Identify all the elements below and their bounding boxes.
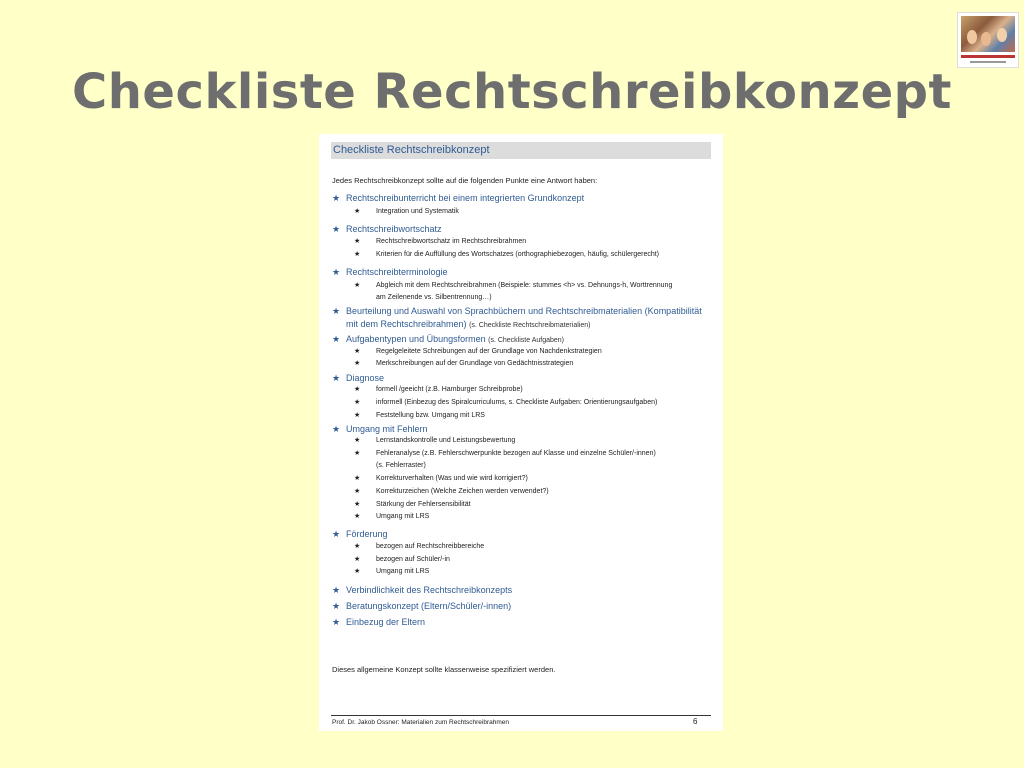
checklist-subitem-continuation bbox=[354, 292, 492, 304]
document-page bbox=[319, 134, 723, 731]
checklist-subitem-label: Umgang mit LRS bbox=[376, 568, 430, 575]
checklist-subitem bbox=[354, 511, 429, 523]
checklist-item-label: Aufgabentypen und Übungsformen bbox=[346, 334, 486, 344]
checklist-subitem bbox=[354, 473, 528, 485]
document-footer: Prof. Dr. Jakob Ossner: Materialien zum Rechtschreibrahmen bbox=[332, 719, 510, 726]
checklist-item bbox=[332, 305, 702, 318]
checklist-subitem bbox=[354, 499, 471, 511]
checklist-item-label: Verbindlichkeit des Rechtschreibkonzepts bbox=[346, 585, 513, 595]
star-icon: ★ bbox=[354, 488, 361, 495]
checklist-item bbox=[332, 192, 584, 205]
logo bbox=[957, 12, 1019, 68]
star-icon: ★ bbox=[332, 267, 341, 277]
checklist-subitem-label: (s. Fehlerraster) bbox=[376, 462, 426, 469]
checklist-subitem-label: Regelgeleitete Schreibungen auf der Grundlage von Nachdenkstrategien bbox=[376, 348, 602, 355]
star-icon: ★ bbox=[354, 348, 361, 355]
checklist-subitem bbox=[354, 206, 459, 218]
checklist-item bbox=[332, 528, 388, 541]
star-icon: ★ bbox=[354, 450, 361, 457]
checklist-subitem bbox=[354, 346, 602, 358]
footer-divider bbox=[331, 715, 711, 716]
checklist-subitem bbox=[354, 435, 515, 447]
checklist-item bbox=[332, 333, 564, 347]
checklist-item bbox=[332, 616, 425, 629]
checklist-item bbox=[332, 223, 442, 236]
checklist-item-continuation bbox=[332, 318, 590, 332]
checklist-subitem-label: bezogen auf Schüler/-in bbox=[376, 556, 450, 563]
checklist-item bbox=[332, 584, 512, 597]
checklist-subitem-label: Feststellung bzw. Umgang mit LRS bbox=[376, 412, 485, 419]
checklist-item-label: Beurteilung und Auswahl von Sprachbüchern und Rechtschreibmaterialien (Kompatibilität bbox=[346, 306, 702, 316]
star-icon: ★ bbox=[332, 585, 341, 595]
star-icon: ★ bbox=[354, 251, 361, 258]
slide-title: Checkliste Rechtschreibkonzept bbox=[72, 64, 952, 120]
checklist-item-label: Rechtschreibunterricht bei einem integrierten Grundkonzept bbox=[346, 193, 585, 203]
checklist-item-label: Rechtschreibterminologie bbox=[346, 267, 448, 277]
star-icon: ★ bbox=[354, 556, 361, 563]
checklist-subitem-label: Kriterien für die Auffüllung des Wortschatzes (orthographiebezogen, häufig, schülergerecht) bbox=[376, 251, 660, 258]
checklist-subitem bbox=[354, 384, 523, 396]
checklist-subitem bbox=[354, 554, 450, 566]
checklist-item-label: Beratungskonzept (Eltern/Schüler/-innen) bbox=[346, 601, 512, 611]
checklist-subitem bbox=[354, 486, 549, 498]
star-icon: ★ bbox=[354, 568, 361, 575]
checklist-subitem bbox=[354, 236, 526, 248]
logo-text-bar bbox=[961, 55, 1015, 58]
star-icon: ★ bbox=[332, 529, 341, 539]
checklist-subitem-label: Stärkung der Fehlersensibilität bbox=[376, 501, 471, 508]
checklist-subitem-label: Lernstandskontrolle und Leistungsbewertung bbox=[376, 437, 516, 444]
checklist-subitem bbox=[354, 448, 656, 460]
star-icon: ★ bbox=[332, 373, 341, 383]
star-icon: ★ bbox=[332, 224, 341, 234]
document-intro: Jedes Rechtschreibkonzept sollte auf die folgenden Punkte eine Antwort haben: bbox=[332, 176, 598, 185]
checklist-subitem-label: Merkschreibungen auf der Grundlage von Gedächtnisstrategien bbox=[376, 360, 574, 367]
star-icon: ★ bbox=[354, 437, 361, 444]
checklist-subitem bbox=[354, 249, 659, 261]
star-icon: ★ bbox=[354, 238, 361, 245]
checklist-item-label: Diagnose bbox=[346, 373, 385, 383]
checklist-subitem-label: Fehleranalyse (z.B. Fehlerschwerpunkte bezogen auf Klasse und einzelne Schüler/-innen) bbox=[376, 450, 656, 457]
checklist-item-note: (s. Checkliste Aufgaben) bbox=[488, 337, 564, 344]
checklist-subitem bbox=[354, 566, 429, 578]
checklist-subitem-label: Abgleich mit dem Rechtschreibrahmen (Beispiele: stummes <h> vs. Dehnungs-h, Worttrennung bbox=[376, 282, 673, 289]
star-icon: ★ bbox=[354, 501, 361, 508]
star-icon: ★ bbox=[354, 399, 361, 406]
checklist-subitem-label: Rechtschreibwortschatz im Rechtschreibrahmen bbox=[376, 238, 527, 245]
checklist-subitem bbox=[354, 541, 484, 553]
checklist-item-label: Umgang mit Fehlern bbox=[346, 424, 428, 434]
document-heading: Checkliste Rechtschreibkonzept bbox=[331, 142, 711, 159]
document-closing: Dieses allgemeine Konzept sollte klassenweise spezifiziert werden. bbox=[332, 665, 556, 674]
checklist-subitem-continuation bbox=[354, 460, 426, 472]
checklist-item bbox=[332, 266, 448, 279]
checklist-subitem bbox=[354, 410, 485, 422]
star-icon: ★ bbox=[354, 282, 361, 289]
checklist-subitem-label: informell (Einbezug des Spiralcurriculums, s. Checkliste Aufgaben: Orientierungsaufgaben) bbox=[376, 399, 658, 406]
star-icon: ★ bbox=[332, 334, 341, 344]
checklist-subitem-label: am Zeilenende vs. Silbentrennung…) bbox=[376, 294, 492, 301]
logo-subtext-bar bbox=[970, 61, 1006, 63]
star-icon: ★ bbox=[354, 386, 361, 393]
checklist-subitem-label: Korrekturverhalten (Was und wie wird korrigiert?) bbox=[376, 475, 528, 482]
checklist-subitem-label: formell /geeicht (z.B. Hamburger Schreibprobe) bbox=[376, 386, 523, 393]
star-icon: ★ bbox=[354, 475, 361, 482]
checklist-item-label: mit dem Rechtschreibrahmen) bbox=[346, 319, 467, 329]
checklist-subitem bbox=[354, 358, 573, 370]
star-icon: ★ bbox=[354, 360, 361, 367]
star-icon: ★ bbox=[354, 412, 361, 419]
logo-photo bbox=[961, 16, 1015, 52]
checklist-item-note: (s. Checkliste Rechtschreibmaterialien) bbox=[469, 322, 591, 329]
star-icon: ★ bbox=[332, 601, 341, 611]
page-number: 6 bbox=[693, 717, 698, 726]
checklist-subitem-label: Umgang mit LRS bbox=[376, 513, 430, 520]
star-icon: ★ bbox=[354, 543, 361, 550]
checklist-item bbox=[332, 600, 511, 613]
star-icon: ★ bbox=[354, 513, 361, 520]
checklist-subitem bbox=[354, 280, 672, 292]
star-icon: ★ bbox=[332, 306, 341, 316]
checklist-item-label: Einbezug der Eltern bbox=[346, 617, 426, 627]
checklist-subitem bbox=[354, 397, 657, 409]
checklist-subitem-label: Integration und Systematik bbox=[376, 208, 459, 215]
star-icon: ★ bbox=[332, 424, 341, 434]
star-icon: ★ bbox=[354, 208, 361, 215]
star-icon: ★ bbox=[332, 193, 341, 203]
checklist-item-label: Förderung bbox=[346, 529, 388, 539]
checklist-item-label: Rechtschreibwortschatz bbox=[346, 224, 442, 234]
checklist-subitem-label: Korrekturzeichen (Welche Zeichen werden verwendet?) bbox=[376, 488, 549, 495]
star-icon: ★ bbox=[332, 617, 341, 627]
checklist-subitem-label: bezogen auf Rechtschreibbereiche bbox=[376, 543, 485, 550]
